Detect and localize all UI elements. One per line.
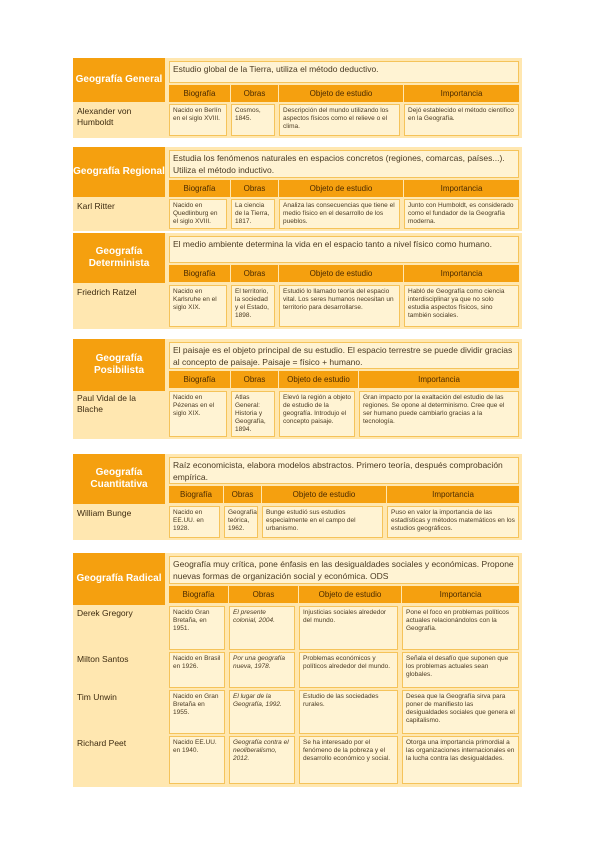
header-biografia: Biografía xyxy=(169,265,231,282)
header-objeto: Objeto de estudio xyxy=(299,586,402,603)
cell-importancia: Puso en valor la importancia de las estadísticas y métodos matemáticos en los estudios geográficos. xyxy=(387,506,519,538)
header-biografia: Biografía xyxy=(169,180,231,197)
header-objeto: Objeto de estudio xyxy=(279,265,404,282)
table-row xyxy=(73,391,519,437)
cell-obras: Atlas General: Historia y Geografía, 1894. xyxy=(231,391,275,437)
header-importancia: Importancia xyxy=(359,371,519,388)
cell-biografia: Nacido en Berlín en el siglo XVIII. xyxy=(169,104,227,136)
person-name: Alexander von Humboldt xyxy=(77,106,132,127)
block-title xyxy=(73,454,165,504)
table-row xyxy=(73,736,519,784)
table-header xyxy=(169,371,519,388)
header-biografia: Biografía xyxy=(169,486,224,503)
block-title-text: Geografía Regional xyxy=(73,166,165,177)
header-objeto: Objeto de estudio xyxy=(279,180,404,197)
header-objeto: Objeto de estudio xyxy=(279,85,404,102)
cell-importancia: Señala el desafío que suponen que los problemas actuales sean globales. xyxy=(402,652,519,688)
block-title xyxy=(73,553,165,605)
cell-biografia: Nacido en Pézenas en el siglo XIX. xyxy=(169,391,227,437)
cell-biografia: Nacido en Brasil en 1926. xyxy=(169,652,225,688)
cell-obras: Por una geografía nueva, 1978. xyxy=(229,652,295,688)
header-obras: Obras xyxy=(231,85,279,102)
cell-obras: El presente colonial, 2004. xyxy=(229,606,295,650)
cell-importancia: Habló de Geografía como ciencia interdisciplinar ya que no solo estudia aspectos físicos, sino también sociales. xyxy=(404,285,519,327)
block-description: Raíz economicista, elabora modelos abstractos. Primero teoría, después comprobación empírica. xyxy=(169,457,519,484)
block-title-text: Geografía General xyxy=(75,74,163,85)
table-row xyxy=(73,690,519,734)
header-importancia: Importancia xyxy=(404,180,519,197)
cell-objeto: Estudio de las sociedades rurales. xyxy=(299,690,398,734)
block-description: Geografía muy crítica, pone énfasis en las desigualdades sociales y económicas. Propone nuevas formas de organización social y económica. ODS xyxy=(169,556,519,584)
header-obras: Obras xyxy=(229,586,299,603)
cell-importancia: Dejó establecido el método científico en la Geografía. xyxy=(404,104,519,136)
person-name: William Bunge xyxy=(77,508,132,518)
table-header xyxy=(169,486,519,503)
person-name: Derek Gregory xyxy=(77,608,133,618)
cell-importancia: Junto con Humboldt, es considerado como el fundador de la Geografía moderna. xyxy=(404,199,519,229)
block-regional xyxy=(73,147,522,231)
block-title-text: Geografía Posibilista xyxy=(93,353,144,376)
person-name: Paul Vidal de la Blache xyxy=(77,393,136,414)
header-obras: Obras xyxy=(231,265,279,282)
block-description: Estudia los fenómenos naturales en espacios concretos (regiones, comarcas, países...). Utiliza el método inductivo. xyxy=(169,150,519,178)
cell-objeto: Elevó la región a objeto de estudio de la geografía. Introdujo el concepto paisaje. xyxy=(279,391,355,437)
cell-objeto: Analiza las consecuencias que tiene el medio físico en el desarrollo de los pueblos. xyxy=(279,199,400,229)
cell-objeto: Bunge estudió sus estudios especialmente en el campo del urbanismo. xyxy=(262,506,383,538)
cell-biografia: Nacido EE.UU. en 1940. xyxy=(169,736,225,784)
cell-objeto: Problemas económicos y políticos alrededor del mundo. xyxy=(299,652,398,688)
cell-objeto: Descripción del mundo utilizando los aspectos físicos como el relieve o el clima. xyxy=(279,104,400,136)
block-title xyxy=(73,58,165,102)
block-radical xyxy=(73,553,522,787)
cell-biografia: Nacido en Quedlinburg en el siglo XVIII. xyxy=(169,199,227,229)
person-name: Milton Santos xyxy=(77,654,129,664)
header-importancia: Importancia xyxy=(402,586,519,603)
table-row xyxy=(73,652,519,688)
person-name: Tim Unwin xyxy=(77,692,117,702)
cell-obras: El territorio, la sociedad y el Estado, 1898. xyxy=(231,285,275,327)
block-determinista xyxy=(73,233,522,329)
table-row xyxy=(73,104,519,136)
table-row xyxy=(73,285,519,327)
header-biografia: Biografía xyxy=(169,586,229,603)
header-obras: Obras xyxy=(231,180,279,197)
table-header xyxy=(169,180,519,197)
cell-obras: El lugar de la Geografía, 1992. xyxy=(229,690,295,734)
block-title-text: Geografía Determinista xyxy=(88,246,150,269)
cell-biografia: Nacido Gran Bretaña, en 1951. xyxy=(169,606,225,650)
cell-objeto: Se ha interesado por el fenómeno de la pobreza y el desarrollo económico y social. xyxy=(299,736,398,784)
cell-obras: La ciencia de la Tierra, 1817. xyxy=(231,199,275,229)
table-row xyxy=(73,506,519,538)
cell-objeto: Injusticias sociales alrededor del mundo. xyxy=(299,606,398,650)
table-row xyxy=(73,606,519,650)
cell-biografia: Nacido en Karlsruhe en el siglo XIX. xyxy=(169,285,227,327)
cell-importancia: Gran impacto por la exaltación del estudio de las regiones. Se opone al determinismo. Cree que el ser humano puede cambiarlo gracias a la tecnología. xyxy=(359,391,519,437)
header-obras: Obras xyxy=(224,486,262,503)
block-description: El medio ambiente determina la vida en el espacio tanto a nivel físico como humano. xyxy=(169,236,519,263)
cell-obras: Geografía teórica, 1962. xyxy=(224,506,258,538)
cell-importancia: Desea que la Geografía sirva para poner de manifiesto las desigualdades sociales que genera el capitalismo. xyxy=(402,690,519,734)
header-biografia: Biografía xyxy=(169,371,231,388)
header-importancia: Importancia xyxy=(404,85,519,102)
block-title xyxy=(73,233,165,283)
block-general xyxy=(73,58,522,138)
cell-importancia: Pone el foco en problemas políticos actuales relacionándolos con la Geografía. xyxy=(402,606,519,650)
header-objeto: Objeto de estudio xyxy=(262,486,387,503)
person-name: Friedrich Ratzel xyxy=(77,287,137,297)
block-title xyxy=(73,339,165,391)
cell-biografia: Nacido en EE.UU. en 1928. xyxy=(169,506,220,538)
cell-biografia: Nacido en Gran Bretaña en 1955. xyxy=(169,690,225,734)
block-title-text: Geografía Cuantitativa xyxy=(90,467,148,490)
table-header xyxy=(169,85,519,102)
block-title xyxy=(73,147,165,197)
person-name: Karl Ritter xyxy=(77,201,115,211)
table-header xyxy=(169,586,519,603)
header-importancia: Importancia xyxy=(387,486,519,503)
block-cuantitativa xyxy=(73,454,522,540)
table-row xyxy=(73,199,519,229)
cell-objeto: Estudió lo llamado teoría del espacio vital. Los seres humanos necesitan un territorio para desarrollarse. xyxy=(279,285,400,327)
cell-importancia: Otorga una importancia primordial a las organizaciones internacionales en la lucha contra las desigualdades. xyxy=(402,736,519,784)
cell-obras: Geografía contra el neoliberalismo, 2012. xyxy=(229,736,295,784)
block-description: El paisaje es el objeto principal de su estudio. El espacio terrestre se puede dividir gracias al concepto de paisaje. Paisaje = físico + humano. xyxy=(169,342,519,369)
block-posibilista xyxy=(73,339,522,439)
table-header xyxy=(169,265,519,282)
block-description: Estudio global de la Tierra, utiliza el método deductivo. xyxy=(169,61,519,83)
cell-obras: Cosmos, 1845. xyxy=(231,104,275,136)
person-name: Richard Peet xyxy=(77,738,127,748)
header-importancia: Importancia xyxy=(404,265,519,282)
header-biografia: Biografía xyxy=(169,85,231,102)
block-title-text: Geografía Radical xyxy=(76,573,162,584)
header-obras: Obras xyxy=(231,371,279,388)
header-objeto: Objeto de estudio xyxy=(279,371,359,388)
